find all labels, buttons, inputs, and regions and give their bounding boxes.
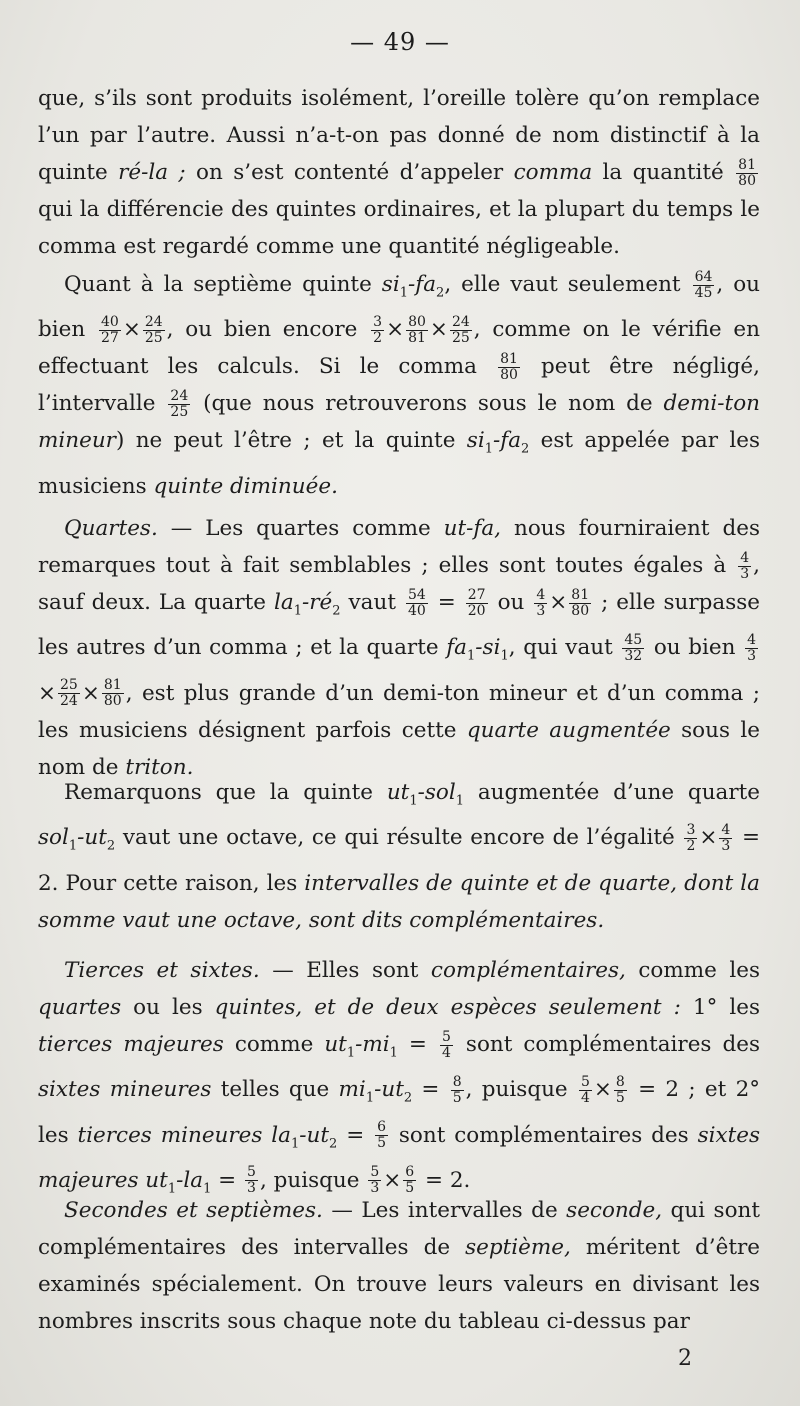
fraction: $\frac{5}{3}$ bbox=[370, 1164, 380, 1197]
signature-mark: 2 bbox=[678, 1346, 692, 1371]
fraction: $\frac{8}{5}$ bbox=[615, 1073, 625, 1106]
paragraph-3: Quartes. — Les quartes comme ut-fa, nous fourniraient des remarques tout à fait semblables ; elles sont toutes égales à $\frac{4}{3}$ , sauf deux. La quarte $la_1-ré_2$ vaut $\frac{54}{40}$ = $\frac{27}{20}$ ou $\frac{4}{3}$ × $\frac{81}{80}$ ; elle surpasse les autres d’un comma ; et la quarte $fa_1-si_1$, qui vaut $\frac{45}{32}$ ou bien $\frac{4}{3}$ × $\frac{25}{24}$ × $\frac{81}{80}$ , est plus grande d’un demi-ton mineur et d’un comma ; les musiciens désignent parfois cette quarte augmentée sous le nom de triton. bbox=[38, 516, 761, 780]
fraction: $\frac{8}{5}$ bbox=[452, 1073, 462, 1106]
fraction: $\frac{3}{2}$ bbox=[686, 821, 696, 854]
fraction: $\frac{3}{2}$ bbox=[373, 313, 383, 346]
fraction: $\frac{5}{4}$ bbox=[580, 1073, 590, 1106]
paragraph-6: Secondes et septièmes. — Les intervalles de seconde, qui sont complémentaires des intervalles de septième, méritent d’être examinés spécialement. On trouve leurs valeurs en divisant les nombres inscrits sous chaque note du tableau ci-dessus par bbox=[38, 1198, 761, 1334]
fraction: $\frac{81}{80}$ bbox=[103, 677, 122, 710]
fraction: $\frac{6}{5}$ bbox=[377, 1119, 387, 1152]
paragraph-2: Quant à la septième quinte $si_1-fa_2$, elle vaut seulement $\frac{64}{45}$ , ou bien $\frac{40}{27}$ × $\frac{24}{25}$ , ou bien encore $\frac{3}{2}$ × $\frac{80}{81}$ × $\frac{24}{25}$ , comme on le vérifie en effectuant les calculs. Si le comma $\frac{81}{80}$ peut être négligé, l’intervalle $\frac{24}{25}$ (que nous retrouverons sous le nom de demi-ton mineur) ne peut l’être ; et la quinte $si_1-fa_2$ est appelée par les musiciens quinte diminuée. bbox=[38, 268, 761, 499]
fraction: $\frac{4}{3}$ bbox=[721, 821, 731, 854]
fraction: $\frac{6}{5}$ bbox=[405, 1164, 415, 1197]
paragraph-4: Remarquons que la quinte $ut_1-sol_1$ augmentée d’une quarte $sol_1-ut_2$ vaut une octave, ce qui résulte encore de l’égalité $\frac{3}{2}$ × $\frac{4}{3}$ = 2. Pour cette raison, les intervalles de quinte et de quarte, dont la somme vaut une octave, sont dits complémentaires. bbox=[38, 780, 760, 933]
fraction: $\frac{81}{80}$ bbox=[738, 156, 756, 189]
fraction: $\frac{27}{20}$ bbox=[467, 586, 486, 619]
fraction: $\frac{25}{24}$ bbox=[60, 677, 78, 710]
fraction: $\frac{24}{25}$ bbox=[144, 313, 163, 346]
fraction: $\frac{5}{4}$ bbox=[441, 1028, 451, 1061]
fraction: $\frac{81}{80}$ bbox=[571, 586, 590, 619]
fraction: $\frac{5}{3}$ bbox=[247, 1164, 256, 1197]
fraction: $\frac{4}{3}$ bbox=[536, 586, 546, 619]
fraction: $\frac{24}{25}$ bbox=[451, 313, 470, 346]
fraction: $\frac{45}{32}$ bbox=[624, 631, 643, 664]
paragraph-1: que, s’ils sont produits isolément, l’oreille tolère qu’on remplace l’un par l’autre. Aussi n’a-t-on pas donné de nom distinctif à la quinte ré-la ; on s’est contenté d’appeler comma la quantité $\frac{81}{80}$ qui la différencie des quintes ordinaires, et la plupart du temps le comma est regardé comme une quantité négligeable. bbox=[38, 86, 760, 259]
page-number: — 49 — bbox=[350, 28, 450, 56]
paragraph-5: Tierces et sixtes. — Elles sont complémentaires, comme les quartes ou les quintes, et de deux espèces seulement : 1° les tierces majeures comme $ut_1-mi_1$ = $\frac{5}{4}$ sont complémentaires des sixtes mineures telles que $mi_1-ut_2$ = $\frac{8}{5}$ , puisque $\frac{5}{4}$ × $\frac{8}{5}$ = 2 ; et 2° les tierces mineures $la_1-ut_2$ = $\frac{6}{5}$ sont complémentaires des sixtes majeures $ut_1-la_1$ = $\frac{5}{3}$ , puisque $\frac{5}{3}$ × $\frac{6}{5}$ = 2. bbox=[38, 958, 761, 1197]
fraction: $\frac{4}{3}$ bbox=[747, 631, 756, 664]
fraction: $\frac{81}{80}$ bbox=[500, 350, 518, 383]
fraction: $\frac{64}{45}$ bbox=[694, 268, 713, 301]
fraction: $\frac{80}{81}$ bbox=[408, 313, 426, 346]
fraction: $\frac{4}{3}$ bbox=[740, 549, 750, 582]
fraction: $\frac{54}{40}$ bbox=[407, 586, 426, 619]
fraction: $\frac{40}{27}$ bbox=[100, 313, 119, 346]
fraction: $\frac{24}{25}$ bbox=[170, 387, 189, 420]
